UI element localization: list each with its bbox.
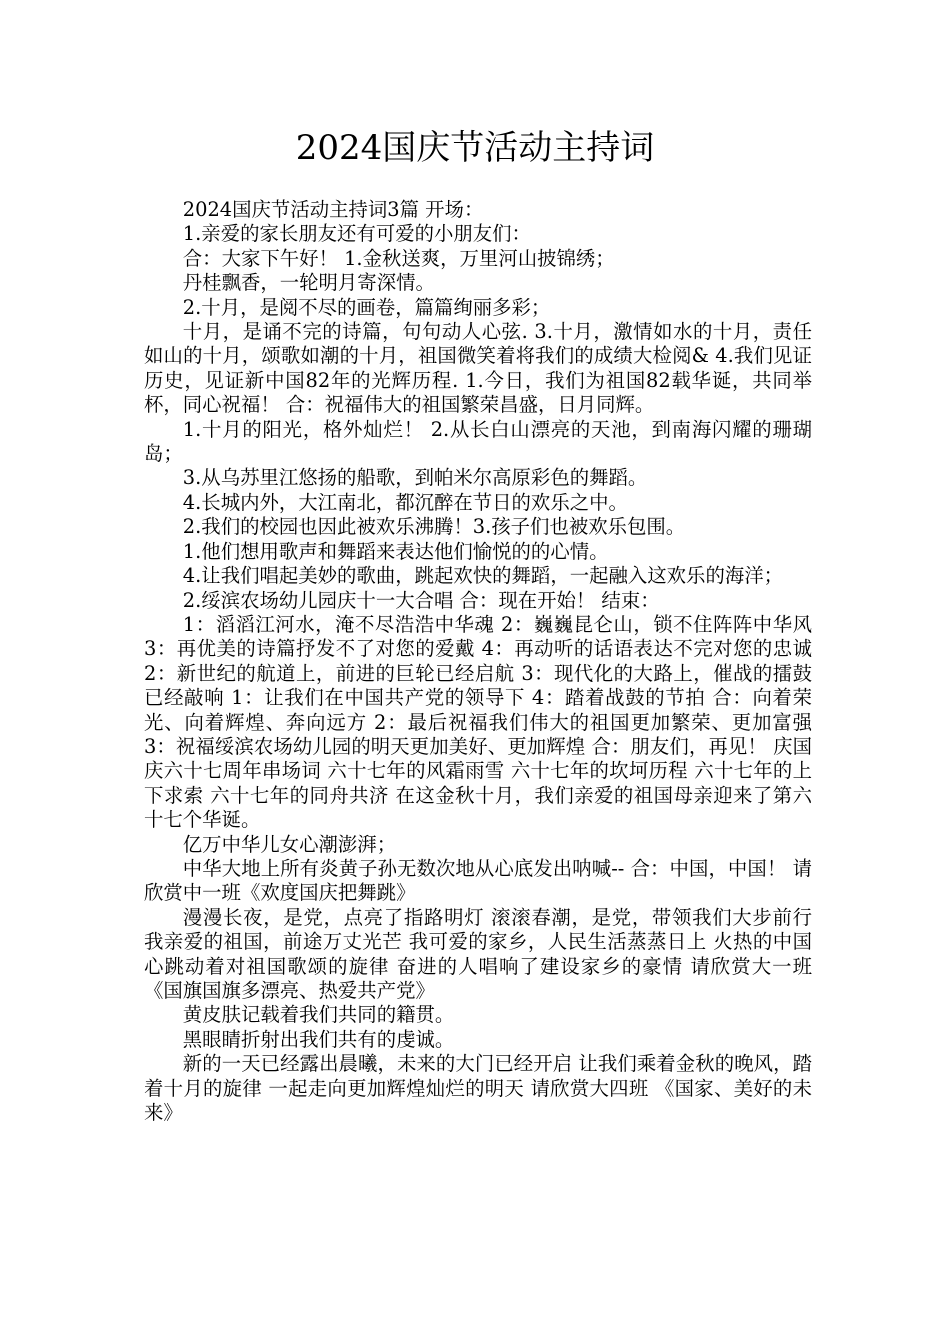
paragraph: 十月，是诵不完的诗篇，句句动人心弦. 3.十月，激情如水的十月，责任如山的十月，颂歌如潮的十月，祖国微笑着将我们的成绩大检阅& 4.我们见证历史，见证新中国82年的光辉历程. 1.今日，我们为祖国82载华诞，共同举杯，同心祝福！ 合：祝福伟大的祖国繁荣昌盛，日月同辉。: [144, 320, 812, 417]
paragraph: 2.十月，是阅不尽的画卷，篇篇绚丽多彩；: [182, 295, 551, 319]
paragraph: 1.十月的阳光，格外灿烂！ 2.从长白山漂亮的天池，到南海闪耀的珊瑚岛；: [144, 417, 812, 466]
paragraph: 亿万中华儿女心潮澎湃；: [182, 832, 397, 856]
paragraph: 1：滔滔江河水，淹不尽浩浩中华魂 2：巍巍昆仑山，锁不住阵阵中华风 3：再优美的诗篇抒发不了对您的爱戴 4：再动听的话语表达不完对您的忠诚 2：新世纪的航道上，前进的巨轮已经启航 3：现代化的大路上，催战的擂鼓已经敲响 1：让我们在中国共产党的领导下 4：踏着战鼓的节拍 合：向着荣光、向着辉煌、奔向远方 2：最后祝福我们伟大的祖国更加繁荣、更加富强 3：祝福绥滨农场幼儿园的明天更加美好、更加辉煌 合：朋友们，再见！ 庆国庆六十七周年串场词 六十七年的风霜雨雪 六十七年的坎坷历程 六十七年的上下求索 六十七年的同舟共济 在这金秋十月，我们亲爱的祖国母亲迎来了第六十七个华诞。: [144, 612, 812, 832]
paragraph: 2024国庆节活动主持词3篇 开场：: [182, 198, 484, 221]
paragraph: 丹桂飘香，一轮明月寄深情。: [182, 271, 435, 295]
paragraph: 合：大家下午好！ 1.金秋送爽，万里河山披锦绣；: [182, 246, 615, 270]
paragraph: 漫漫长夜，是党，点亮了指路明灯 滚滚春潮，是党，带领我们大步前行 我亲爱的祖国，前途万丈光芒 我可爱的家乡，人民生活蒸蒸日上 火热的中国心跳动着对祖国歌颂的旋律 奋进的人唱响了建设家乡的豪情 请欣赏大一班《国旗国旗多漂亮、热爱共产党》: [144, 905, 812, 1002]
paragraph: 2.绥滨农场幼儿园庆十一大合唱 合：现在开始！ 结束：: [182, 588, 660, 612]
paragraph: 黄皮肤记载着我们共同的籍贯。: [182, 1003, 455, 1027]
paragraph: 4.让我们唱起美妙的歌曲，跳起欢快的舞蹈，一起融入这欢乐的海洋；: [182, 564, 784, 588]
paragraph: 4.长城内外，大江南北，都沉醉在节日的欢乐之中。: [182, 490, 628, 514]
paragraph: 2.我们的校园也因此被欢乐沸腾！3.孩子们也被欢乐包围。: [182, 515, 686, 539]
paragraph: 3.从乌苏里江悠扬的船歌，到帕米尔高原彩色的舞蹈。: [182, 466, 648, 490]
document-body: [144, 198, 812, 1125]
document-title: 2024国庆节活动主持词: [295, 128, 655, 168]
paragraph: 黑眼睛折射出我们共有的虔诚。: [182, 1027, 455, 1051]
paragraph: 1.亲爱的家长朋友还有可爱的小朋友们：: [182, 222, 531, 246]
paragraph: 新的一天已经露出晨曦，未来的大门已经开启 让我们乘着金秋的晚风，踏着十月的旋律 一起走向更加辉煌灿烂的明天 请欣赏大四班 《国家、美好的未来》: [144, 1052, 812, 1125]
paragraph: 中华大地上所有炎黄子孙无数次地从心底发出呐喊-- 合：中国，中国！ 请欣赏中一班《欢度国庆把舞跳》: [144, 856, 812, 905]
paragraph: 1.他们想用歌声和舞蹈来表达他们愉悦的的心情。: [182, 539, 609, 563]
